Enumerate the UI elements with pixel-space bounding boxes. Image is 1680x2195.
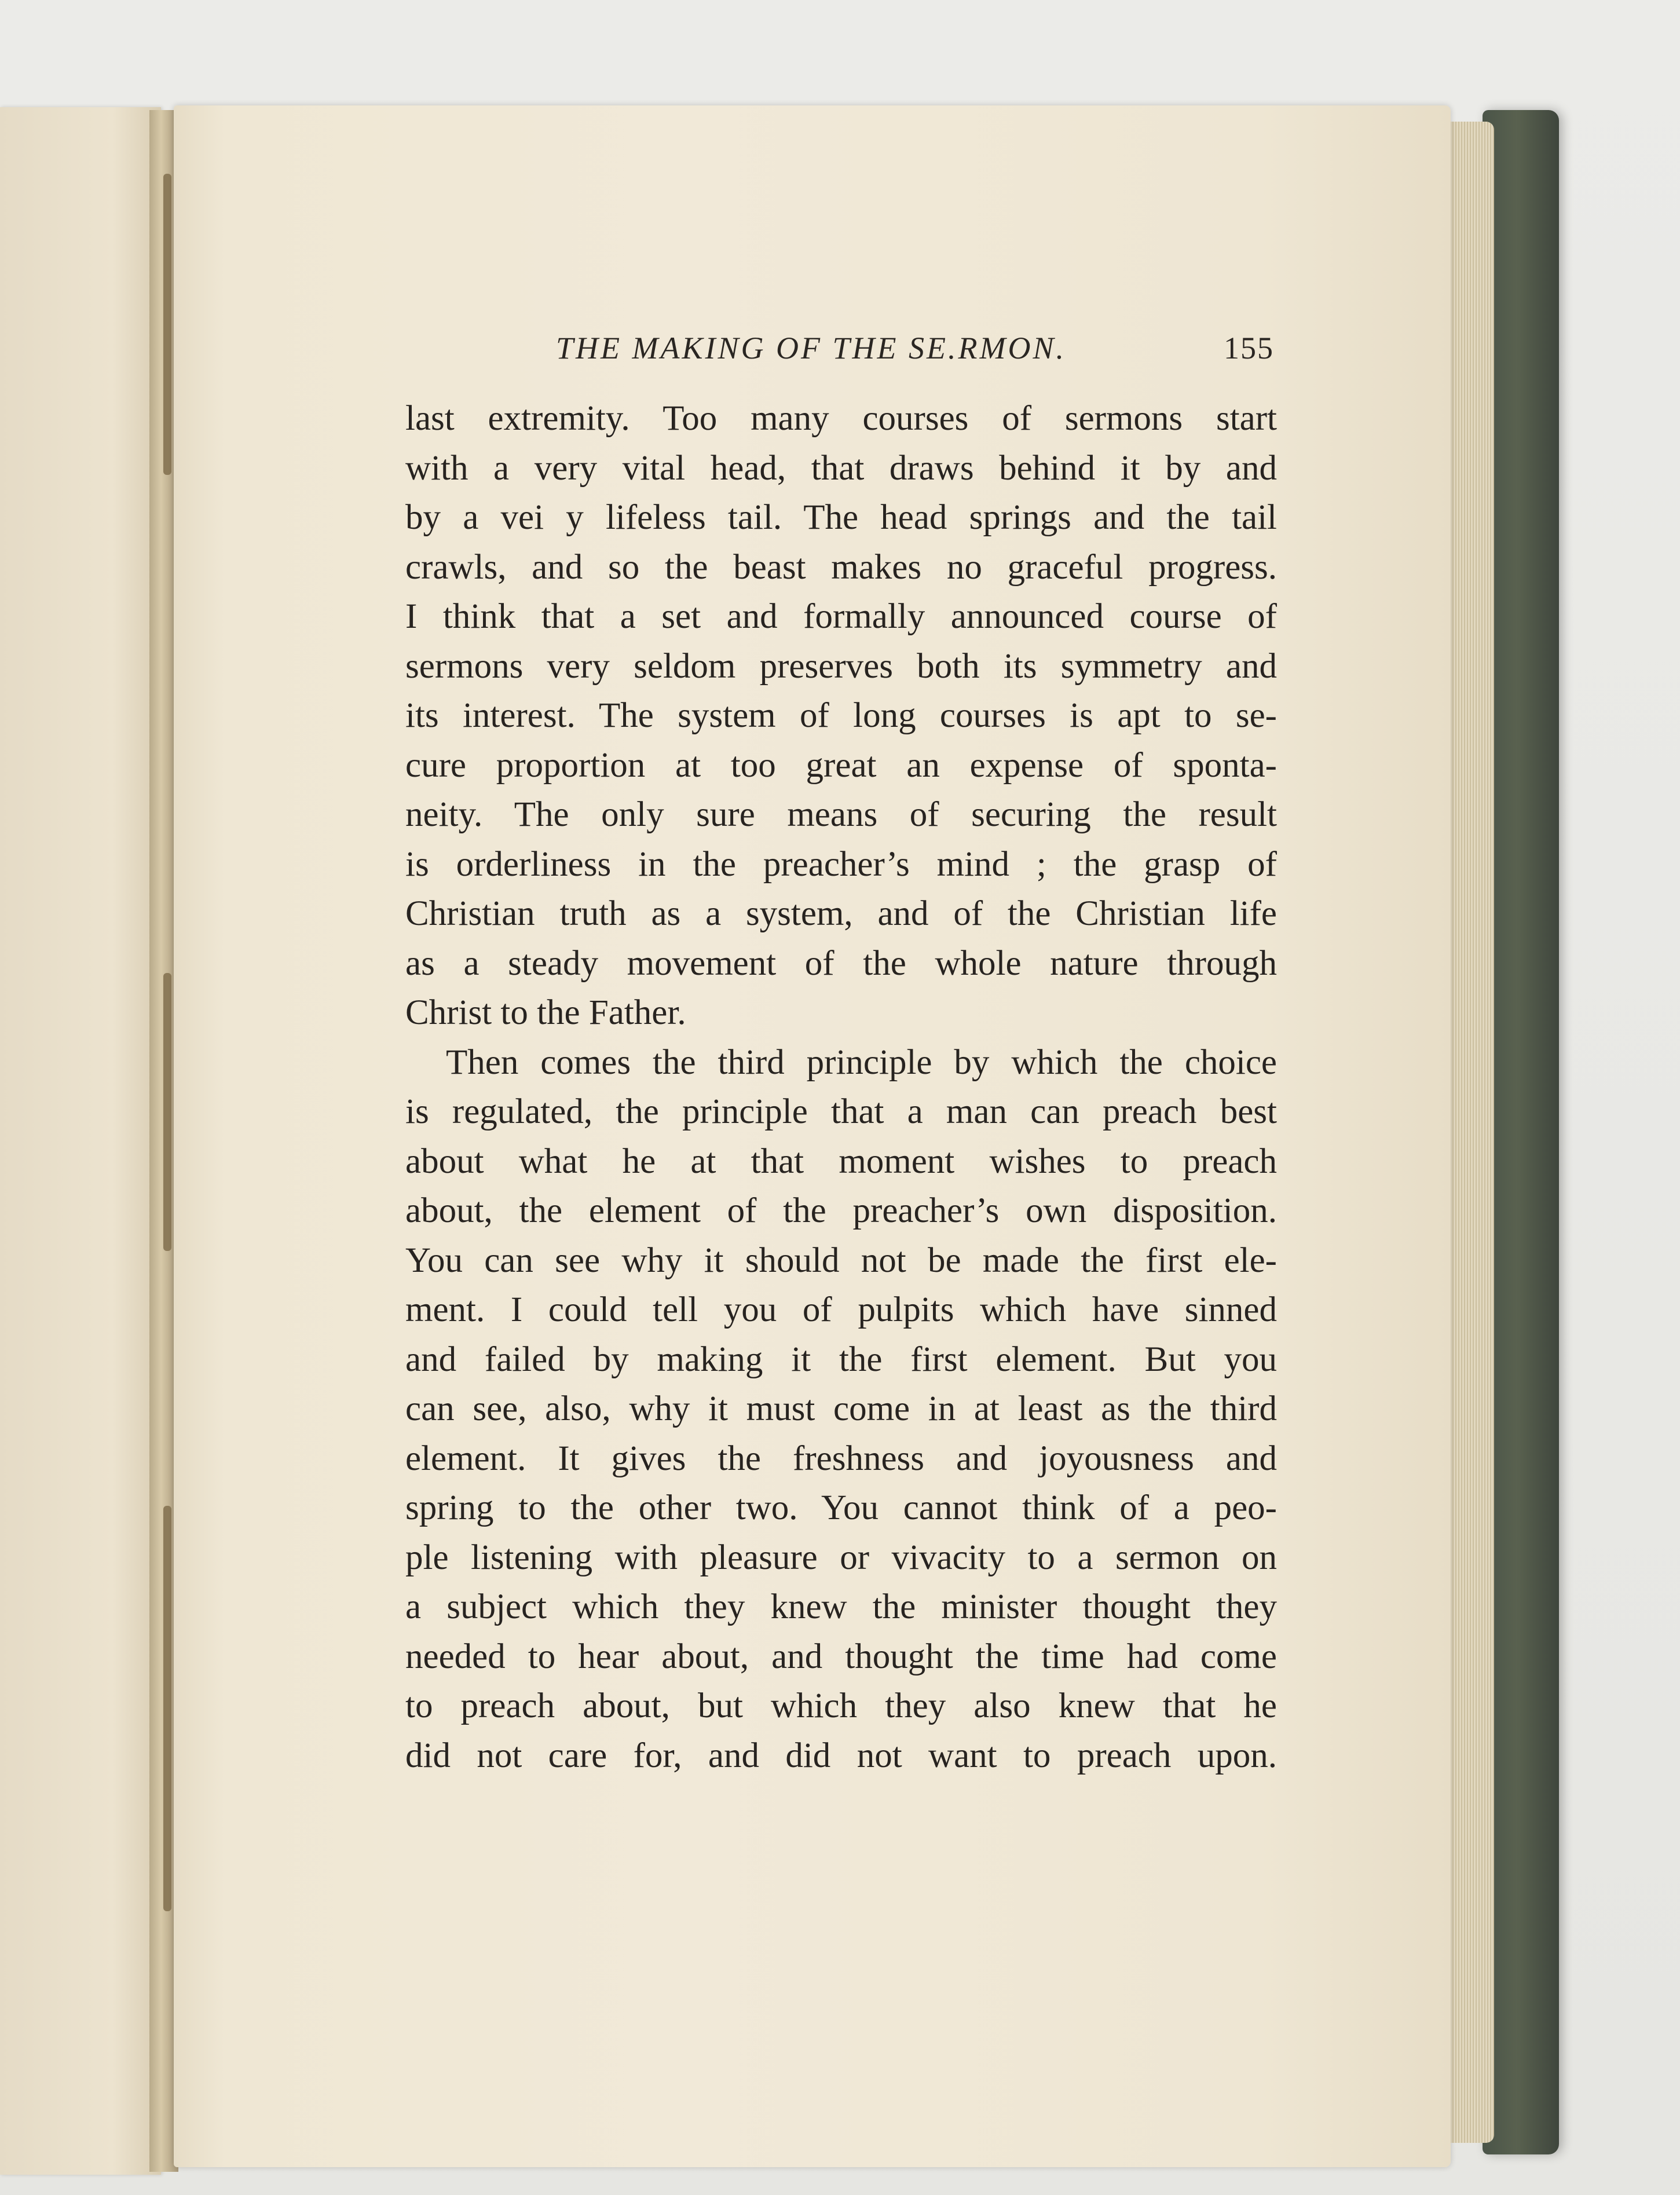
text-line: cure proportion at too great an expense of sponta- — [405, 745, 1277, 785]
text-line: about, the element of the preacher’s own disposition. — [405, 1191, 1277, 1230]
text-line: neity. The only sure means of securing the result — [405, 795, 1277, 834]
text-line: crawls, and so the beast makes no graceful progress. — [405, 547, 1277, 587]
text-line: Christian truth as a system, and of the Christian life — [405, 894, 1277, 933]
text-line: about what he at that moment wishes to preach — [405, 1142, 1277, 1181]
text-line: sermons very seldom preserves both its symmetry and — [405, 646, 1277, 686]
text-line: to preach about, but which they also knew that he — [405, 1687, 1277, 1725]
text-line: a subject which they knew the minister thought they — [405, 1587, 1277, 1626]
page-body-text — [405, 394, 1277, 1780]
running-head: THE MAKING OF THE SE.RMON. — [556, 331, 1066, 365]
text-line: spring to the other two. You cannot think of a peo- — [405, 1488, 1277, 1527]
text-line: with a very vital head, that draws behind it by and — [405, 448, 1277, 488]
page-number: 155 — [1224, 331, 1274, 365]
text-line: and failed by making it the first element. But you — [405, 1340, 1277, 1379]
text-line: needed to hear about, and thought the time had come — [405, 1637, 1277, 1676]
text-line: ment. I could tell you of pulpits which have sinned — [405, 1290, 1277, 1329]
text-line: You can see why it should not be made the first ele- — [405, 1241, 1277, 1280]
text-line: did not care for, and did not want to preach upon. — [405, 1736, 1277, 1775]
text-line: its interest. The system of long courses is apt to se- — [405, 696, 1277, 735]
text-line: Then comes the third principle by which the choice — [446, 1042, 1277, 1082]
facing-left-page — [0, 107, 161, 2175]
text-line: is orderliness in the preacher’s mind ; the grasp of — [405, 844, 1277, 884]
text-line: Christ to the Father. — [405, 993, 686, 1032]
text-line: by a vei y lifeless tail. The head springs and the tail — [405, 498, 1277, 537]
binding-stitch — [163, 174, 171, 475]
binding-stitch — [163, 1506, 171, 1911]
page-header — [556, 330, 1274, 366]
text-line: element. It gives the freshness and joyousness and — [405, 1439, 1277, 1478]
paragraph — [405, 1038, 1277, 1781]
binding-stitch — [163, 973, 171, 1251]
text-line: ple listening with pleasure or vivacity to a sermon on — [405, 1538, 1277, 1577]
paragraph — [405, 394, 1277, 1038]
text-line: can see, also, why it must come in at least as the third — [405, 1389, 1277, 1428]
text-line: is regulated, the principle that a man can preach best — [405, 1092, 1277, 1131]
text-line: I think that a set and formally announced course of — [405, 597, 1277, 636]
text-line: last extremity. Too many courses of sermons start — [405, 399, 1277, 438]
text-line: as a steady movement of the whole nature through — [405, 943, 1277, 983]
